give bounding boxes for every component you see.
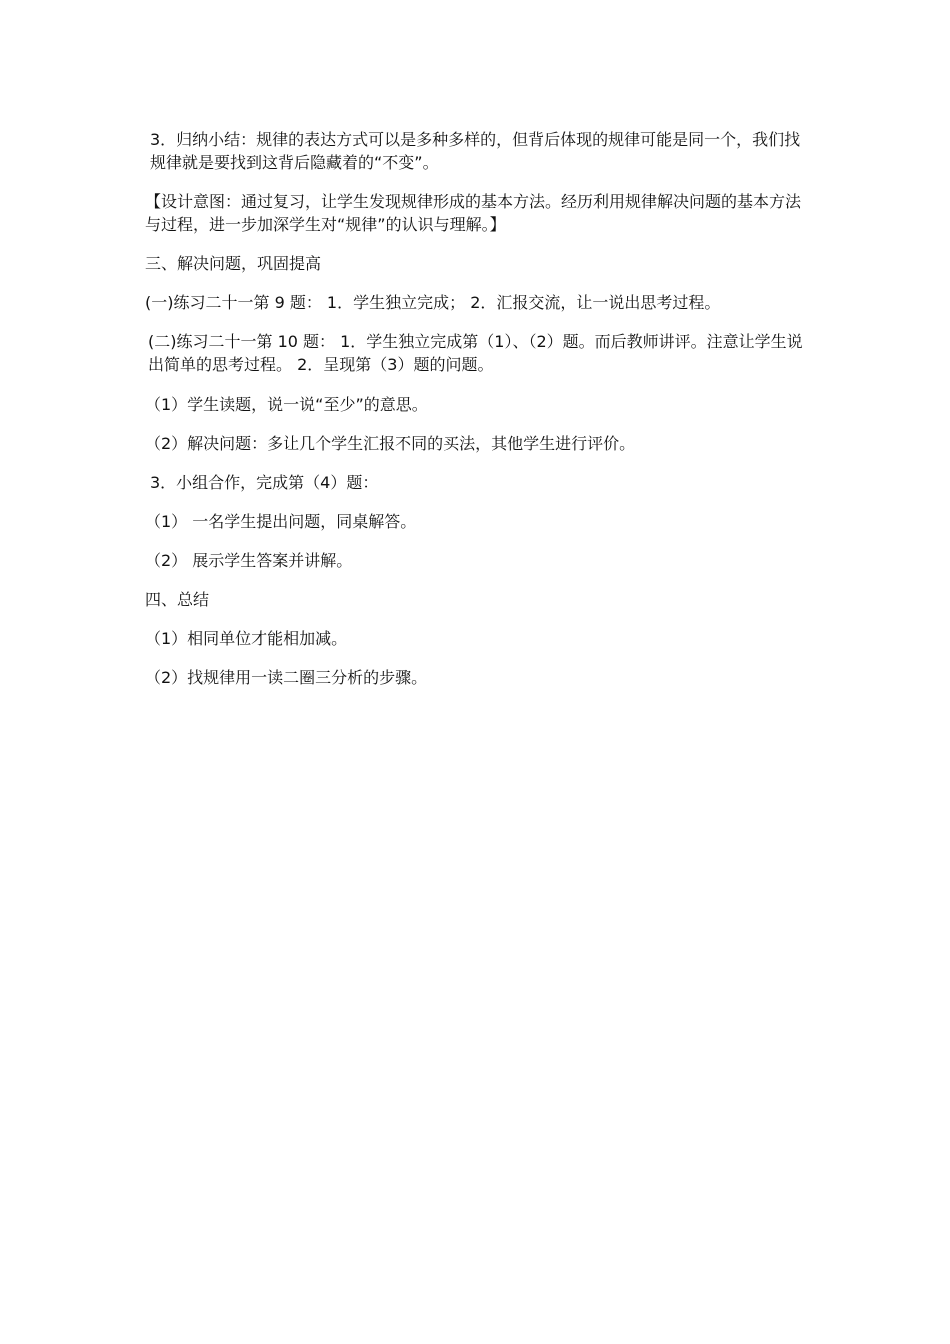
list-item-show-answer: （2） 展示学生答案并讲解。: [145, 551, 353, 570]
exercise-1-paragraph: (一)练习二十一第 9 题： 1．学生独立完成； 2．汇报交流，让一说出思考过程。: [145, 293, 721, 312]
exercise-2-paragraph: (二)练习二十一第 10 题： 1．学生独立完成第（1）、（2）题。而后教师讲评。注意让学生说出简单的思考过程。 2．呈现第（3）题的问题。: [148, 332, 803, 374]
list-item-same-units: （1）相同单位才能相加减。: [145, 629, 348, 648]
list-item-ask-question: （1） 一名学生提出问题，同桌解答。: [145, 512, 417, 531]
list-item-pattern-steps: （2）找规律用一读二圈三分析的步骤。: [145, 668, 428, 687]
design-intent-paragraph: 【设计意图：通过复习，让学生发现规律形成的基本方法。经历利用规律解决问题的基本方法与过程，进一步加深学生对“规律”的认识与理解。】: [145, 192, 802, 234]
list-item-solve-problem: （2）解决问题：多让几个学生汇报不同的买法，其他学生进行评价。: [145, 434, 636, 453]
summary-paragraph: 3．归纳小结：规律的表达方式可以是多种多样的，但背后体现的规律可能是同一个，我们找规律就是要找到这背后隐藏着的“不变”。: [150, 130, 801, 172]
section-heading-4: 四、总结: [145, 590, 210, 609]
group-work-paragraph: 3．小组合作，完成第（4）题：: [150, 473, 379, 492]
section-heading-3: 三、解决问题，巩固提高: [145, 254, 322, 273]
list-item-read-question: （1）学生读题，说一说“至少”的意思。: [145, 395, 428, 414]
